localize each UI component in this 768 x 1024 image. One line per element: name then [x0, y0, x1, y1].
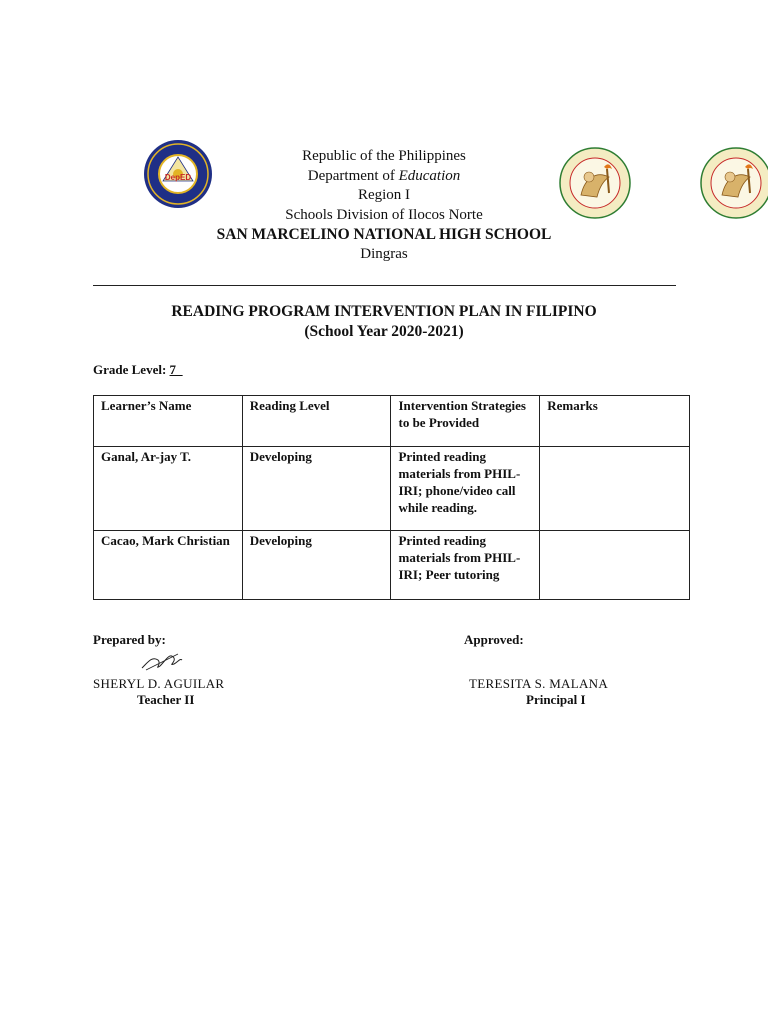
- header-reading-level: Reading Level: [242, 396, 391, 447]
- grade-level: [93, 362, 183, 378]
- header-department-italic: Education: [398, 168, 461, 184]
- cell-learner-name: Cacao, Mark Christian: [94, 531, 243, 600]
- table-row: [94, 531, 690, 600]
- table-row: [94, 447, 690, 531]
- grade-level-value: 7_: [169, 362, 183, 377]
- header-intervention: Intervention Strategies to be Provided: [391, 396, 540, 447]
- header-department-prefix: Department of: [307, 168, 399, 184]
- approved-by-label: Approved:: [464, 632, 524, 647]
- header-school-name: SAN MARCELINO NATIONAL HIGH SCHOOL: [216, 226, 552, 243]
- cell-reading-level: Developing: [242, 447, 391, 531]
- header-region: Region I: [357, 187, 411, 203]
- cell-intervention: Printed reading materials from PHIL-IRI; Peer tutoring: [391, 531, 540, 600]
- approved-by-title: Principal I: [526, 692, 586, 707]
- prepared-by-label: Prepared by:: [93, 632, 166, 647]
- document-subtitle: (School Year 2020-2021): [304, 323, 464, 340]
- header-learner-name: Learner’s Name: [94, 396, 243, 447]
- cell-reading-level: Developing: [242, 531, 391, 600]
- header-department: [0, 167, 768, 186]
- table-header-row: [94, 396, 690, 447]
- header-remarks: Remarks: [540, 396, 690, 447]
- header-republic: Republic of the Philippines: [302, 148, 466, 164]
- header-town: Dingras: [360, 246, 408, 262]
- header-divider: [93, 285, 676, 286]
- grade-level-label: Grade Level:: [93, 362, 170, 377]
- handwritten-signature: [140, 648, 184, 674]
- prepared-by-title: Teacher II: [137, 692, 195, 707]
- deped-logo-text: DepED: [164, 173, 192, 182]
- document-title: READING PROGRAM INTERVENTION PLAN IN FILIPINO: [171, 303, 597, 320]
- cell-remarks: [540, 447, 690, 531]
- prepared-by-name: SHERYL D. AGUILAR: [93, 676, 225, 691]
- header-division: Schools Division of Ilocos Norte: [285, 207, 483, 223]
- cell-remarks: [540, 531, 690, 600]
- intervention-table: [93, 395, 690, 600]
- cell-intervention: Printed reading materials from PHIL-IRI; phone/video call while reading.: [391, 447, 540, 531]
- cell-learner-name: Ganal, Ar-jay T.: [94, 447, 243, 531]
- approved-by-name: TERESITA S. MALANA: [469, 676, 609, 691]
